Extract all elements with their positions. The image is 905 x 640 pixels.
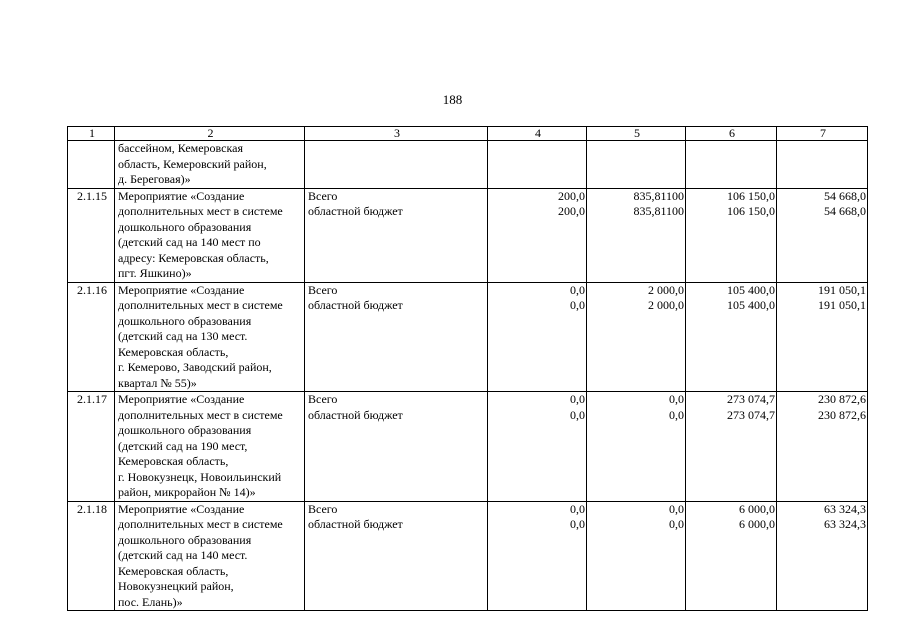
row-name-line: Мероприятие «Создание bbox=[118, 501, 245, 516]
row-name-line: квартал № 55)» bbox=[118, 375, 197, 390]
row-name bbox=[115, 141, 305, 189]
row-name bbox=[115, 188, 305, 282]
row-name-line: область, Кемеровский район, bbox=[118, 156, 267, 171]
header-row bbox=[68, 127, 868, 141]
row-code: 2.1.15 bbox=[68, 188, 115, 282]
funding-source: областной бюджет bbox=[308, 407, 403, 422]
funding-source: Всего bbox=[308, 282, 338, 297]
value: 0,0 bbox=[669, 392, 684, 406]
value: 230 872,6 bbox=[818, 407, 866, 422]
row-name-line: Кемеровская область, bbox=[118, 344, 229, 359]
value: 2 000,0 bbox=[648, 282, 684, 297]
value: 0,0 bbox=[669, 407, 684, 422]
header-cell-4: 4 bbox=[488, 127, 587, 141]
row-code: 2.1.18 bbox=[68, 501, 115, 611]
row-name-line: Новокузнецкий район, bbox=[118, 579, 234, 593]
row-value-col-5 bbox=[587, 282, 686, 392]
row-name-line: д. Береговая)» bbox=[118, 172, 191, 186]
row-funding-source bbox=[305, 188, 488, 282]
row-code bbox=[68, 141, 115, 189]
row-name-line: район, микрорайон № 14)» bbox=[118, 485, 256, 499]
value: 106 150,0 bbox=[727, 204, 775, 218]
funding-source: Всего bbox=[308, 392, 338, 406]
row-value-col-6 bbox=[686, 188, 777, 282]
value: 54 668,0 bbox=[824, 188, 866, 203]
row-name-line: (детский сад на 140 мест. bbox=[118, 548, 248, 562]
header-cell-3: 3 bbox=[305, 127, 488, 141]
funding-source: Всего bbox=[308, 501, 338, 516]
row-value-col-5 bbox=[587, 188, 686, 282]
row-value-col-6 bbox=[686, 501, 777, 611]
row-value-col-6 bbox=[686, 392, 777, 502]
row-name-line: пгт. Яшкино)» bbox=[118, 266, 192, 280]
row-name-line: дошкольного образования bbox=[118, 219, 252, 234]
value: 273 074,7 bbox=[727, 407, 775, 422]
value: 191 050,1 bbox=[818, 282, 866, 297]
table-row bbox=[68, 188, 868, 282]
row-name bbox=[115, 282, 305, 392]
row-value-col-5 bbox=[587, 141, 686, 189]
row-name-line: Кемеровская область, bbox=[118, 563, 229, 578]
value: 0,0 bbox=[669, 501, 684, 516]
value: 106 150,0 bbox=[727, 188, 775, 203]
row-name bbox=[115, 392, 305, 502]
row-name-line: дошкольного образования bbox=[118, 423, 252, 437]
row-value-col-5 bbox=[587, 501, 686, 611]
row-value-col-7 bbox=[777, 282, 868, 392]
row-value-col-4 bbox=[488, 501, 587, 611]
row-value-col-7 bbox=[777, 141, 868, 189]
funding-source: областной бюджет bbox=[308, 517, 403, 531]
table-row bbox=[68, 501, 868, 611]
value: 0,0 bbox=[570, 407, 585, 422]
row-name-line: дополнительных мест в системе bbox=[118, 298, 283, 312]
header-cell-5: 5 bbox=[587, 127, 686, 141]
budget-table bbox=[67, 126, 868, 611]
row-funding-source bbox=[305, 501, 488, 611]
row-value-col-7 bbox=[777, 188, 868, 282]
row-name-line: дошкольного образования bbox=[118, 313, 252, 328]
value: 0,0 bbox=[570, 517, 585, 531]
row-name-line: Мероприятие «Создание bbox=[118, 392, 245, 406]
value: 6 000,0 bbox=[739, 517, 775, 531]
table-body bbox=[68, 127, 868, 611]
value: 0,0 bbox=[570, 282, 585, 297]
header-cell-2: 2 bbox=[115, 127, 305, 141]
row-value-col-4 bbox=[488, 282, 587, 392]
value: 835,81100 bbox=[633, 188, 684, 203]
row-name-line: г. Новокузнецк, Новоильинский bbox=[118, 469, 282, 484]
row-value-col-7 bbox=[777, 501, 868, 611]
value: 230 872,6 bbox=[818, 392, 866, 406]
value: 0,0 bbox=[669, 517, 684, 531]
row-name-line: бассейном, Кемеровская bbox=[118, 141, 243, 155]
row-name-line: Кемеровская область, bbox=[118, 454, 229, 468]
table-row bbox=[68, 141, 868, 189]
header-cell-7: 7 bbox=[777, 127, 868, 141]
row-value-col-5 bbox=[587, 392, 686, 502]
row-name-line: г. Кемерово, Заводский район, bbox=[118, 360, 272, 374]
value: 191 050,1 bbox=[818, 298, 866, 312]
funding-source: областной бюджет bbox=[308, 298, 403, 312]
value: 105 400,0 bbox=[727, 282, 775, 297]
row-name-line: дополнительных мест в системе bbox=[118, 204, 283, 218]
value: 0,0 bbox=[570, 501, 585, 516]
row-code: 2.1.17 bbox=[68, 392, 115, 502]
value: 2 000,0 bbox=[648, 298, 684, 312]
row-value-col-4 bbox=[488, 141, 587, 189]
value: 54 668,0 bbox=[824, 204, 866, 218]
row-name-line: (детский сад на 130 мест. bbox=[118, 329, 248, 343]
row-name-line: Мероприятие «Создание bbox=[118, 282, 245, 297]
header-cell-1: 1 bbox=[68, 127, 115, 141]
value: 105 400,0 bbox=[727, 298, 775, 312]
row-name-line: адресу: Кемеровская область, bbox=[118, 250, 269, 265]
row-value-col-4 bbox=[488, 188, 587, 282]
row-name-line: дошкольного образования bbox=[118, 532, 252, 547]
row-name-line: Мероприятие «Создание bbox=[118, 188, 245, 203]
value: 63 324,3 bbox=[824, 517, 866, 531]
row-value-col-4 bbox=[488, 392, 587, 502]
header-cell-6: 6 bbox=[686, 127, 777, 141]
row-name-line: (детский сад на 140 мест по bbox=[118, 235, 261, 249]
value: 273 074,7 bbox=[727, 392, 775, 406]
funding-source: Всего bbox=[308, 188, 338, 203]
value: 6 000,0 bbox=[739, 501, 775, 516]
page-number: 188 bbox=[442, 92, 463, 107]
row-funding-source bbox=[305, 282, 488, 392]
row-name bbox=[115, 501, 305, 611]
value: 0,0 bbox=[570, 298, 585, 312]
row-name-line: (детский сад на 190 мест, bbox=[118, 438, 248, 453]
row-value-col-6 bbox=[686, 282, 777, 392]
value: 835,81100 bbox=[633, 204, 684, 218]
row-funding-source bbox=[305, 141, 488, 189]
row-value-col-6 bbox=[686, 141, 777, 189]
row-name-line: дополнительных мест в системе bbox=[118, 517, 283, 531]
row-name-line: пос. Елань)» bbox=[118, 594, 183, 609]
table-row bbox=[68, 392, 868, 502]
value: 63 324,3 bbox=[824, 501, 866, 516]
row-code: 2.1.16 bbox=[68, 282, 115, 392]
row-name-line: дополнительных мест в системе bbox=[118, 407, 283, 422]
row-value-col-7 bbox=[777, 392, 868, 502]
value: 200,0 bbox=[558, 188, 585, 203]
value: 0,0 bbox=[570, 392, 585, 406]
funding-source: областной бюджет bbox=[308, 204, 403, 218]
value: 200,0 bbox=[558, 204, 585, 218]
table-row bbox=[68, 282, 868, 392]
row-funding-source bbox=[305, 392, 488, 502]
